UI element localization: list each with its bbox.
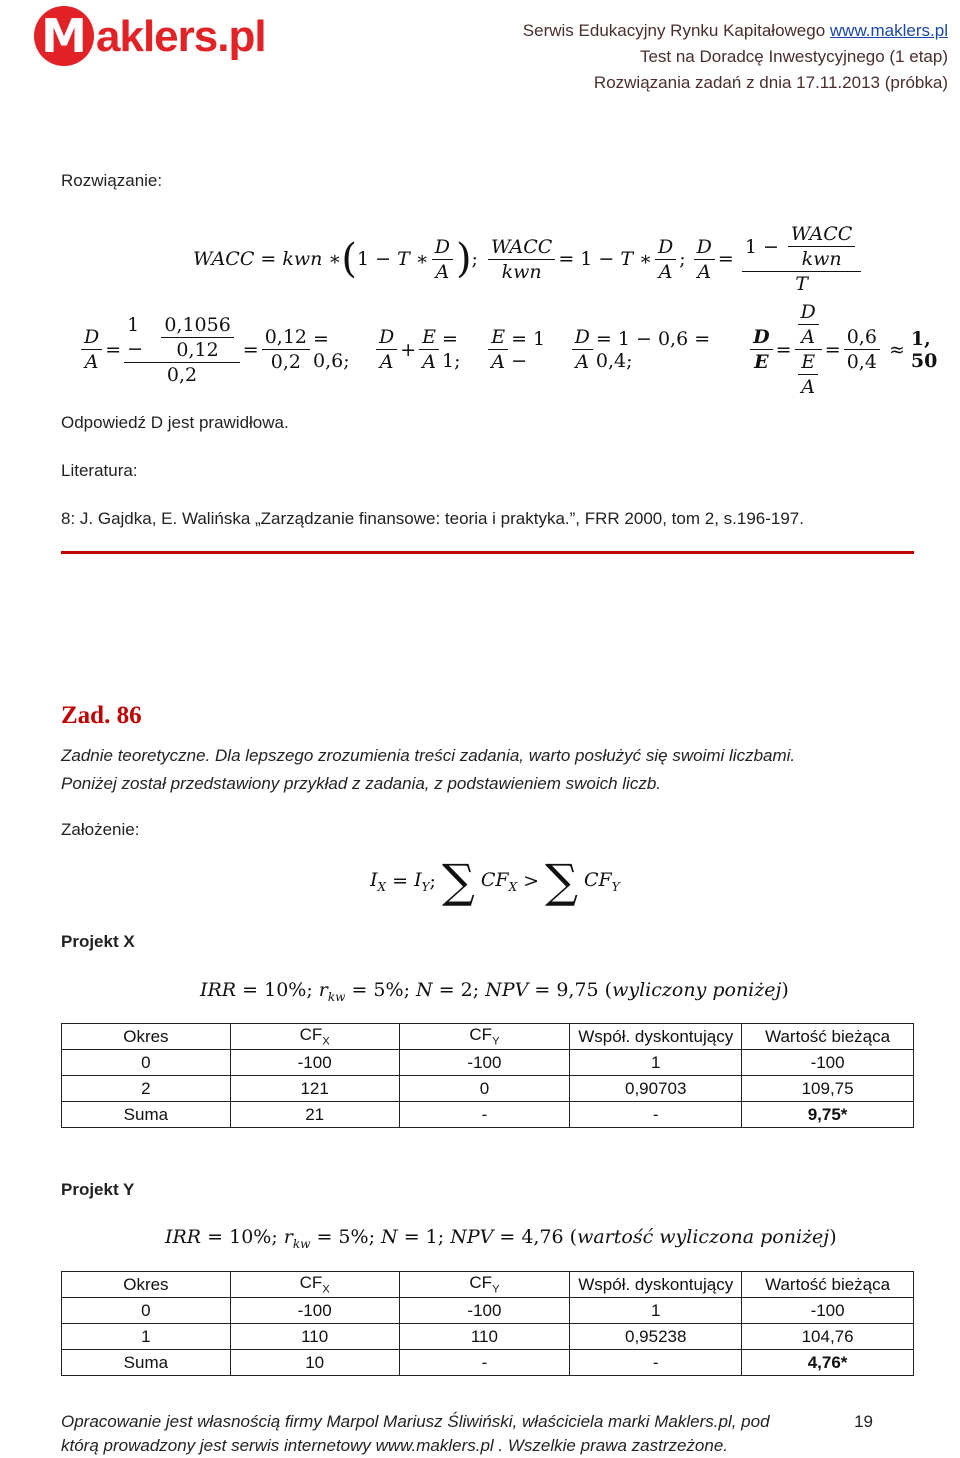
assumption-formula: $I_X$ = $I_Y$ ; ∑ $CF_X$ > ∑ $CF_Y$ [370,854,620,908]
table-cell: 0 [399,1076,570,1102]
table-row [62,1076,914,1102]
document-header [523,18,948,96]
wacc-formula: WACC = kwn ∗ ( 1 − T ∗ $\frac{D}{A}$ ) ; $\frac{\text{WACC}}{\text{kwn}}$ = 1 − T ∗ $\frac{D}{A}$ ; $\frac{D}{A}$ = 1 − $\frac{\text{WACC}}{\text{kwn}}$ T [193,222,864,296]
table-cell: 21 [230,1102,399,1128]
table-cell: -100 [230,1050,399,1076]
col-header-cfy: $CF_Y$ [399,1272,570,1298]
table-cell: -100 [742,1298,914,1324]
project-y-formula: IRR = 10%; $r_{kw} = 5\%$; N = 1; NPV = 4,76 (wartość wyliczona poniżej) [165,1226,837,1251]
table-header-row [62,1272,914,1298]
page-number: 19 [854,1412,873,1431]
assumption-label: Założenie: [61,820,140,839]
col-header-discount: Współ. dyskontujący [570,1024,742,1050]
solution-label: Rozwiązanie: [61,171,163,190]
table-row-sum [62,1350,914,1376]
table-cell: 2 [62,1076,231,1102]
table-cell: - [570,1350,742,1376]
table-cell: Suma [62,1350,231,1376]
table-row [62,1298,914,1324]
logo-icon [34,6,94,66]
literature-label: Literatura: [61,461,138,480]
table-cell: 1 [62,1324,231,1350]
table-header-row [62,1024,914,1050]
npv-total-cell: 4,76* [742,1350,914,1376]
debt-equity-formula: $\frac{D}{A}$ = 1 − $\frac{0,1056}{0,12}$ 0,2 = $\frac{0,12}{0,2}$ = 0,6; $\frac{D}{A}$ + $\frac{E}{A}$ = 1; $\frac{E}{A}$ = 1 − $\frac{D}{A}$ = 1 − 0,6 = 0,4; $\frac{D}{E}$ = $\frac{\frac{D}{A}}{\frac{E}{A}}$ = $\frac{0,6}{0,4}$ ≈ 1, 50 [78,300,960,399]
table-cell: 109,75 [742,1076,914,1102]
col-header-okres: Okres [62,1272,231,1298]
npv-total-cell: 9,75* [742,1102,914,1128]
header-line-3: Rozwiązania zadań z dnia 17.11.2013 (próbka) [593,73,948,92]
project-y-table [61,1271,914,1376]
table-cell: 0,90703 [570,1076,742,1102]
table-cell: -100 [399,1050,570,1076]
col-header-discount: Współ. dyskontujący [570,1272,742,1298]
table-cell: 1 [570,1298,742,1324]
logo-text: aklers.pl [96,12,266,61]
project-x-table [61,1023,914,1128]
task-intro: Zadnie teoretyczne. Dla lepszego zrozumienia treści zadania, warto posłużyć się swoimi liczbami. Poniżej został przedstawiony przykład z zadania, z podstawieniem swoich liczb. [61,746,796,793]
answer-text: Odpowiedź D jest prawidłowa. [61,413,289,432]
col-header-cfx: $CF_X$ [230,1024,399,1050]
project-x-formula: IRR = 10%; $r_{kw} = 5\%$; N = 2; NPV = 9,75 (wyliczony poniżej) [200,979,789,1004]
table-cell: 10 [230,1350,399,1376]
table-cell: - [399,1350,570,1376]
table-cell: 0 [62,1298,231,1324]
col-header-cfx: $CF_X$ [230,1272,399,1298]
col-header-present-value: Wartość bieżąca [742,1272,914,1298]
header-line-1: Serwis Edukacyjny Rynku Kapitałowego www.maklers.pl [522,21,948,40]
site-link[interactable]: www.maklers.pl [829,21,948,40]
task-title: Zad. 86 [61,702,142,729]
table-cell: 121 [230,1076,399,1102]
table-row [62,1324,914,1350]
project-x-label: Projekt X [61,932,135,951]
table-cell: - [570,1102,742,1128]
table-cell: Suma [62,1102,231,1128]
footer-note: Opracowanie jest własnością firmy Marpol Mariusz Śliwiński, właściciela marki Maklers.pl, pod którą prowadzony jest serwis internetowy www.maklers.pl . Wszelkie prawa zastrzeżone. [61,1412,770,1455]
table-cell: 110 [230,1324,399,1350]
section-divider [61,551,914,554]
table-cell: 0 [62,1050,231,1076]
table-cell: -100 [399,1298,570,1324]
col-header-cfy: $CF_Y$ [399,1024,570,1050]
table-cell: - [399,1102,570,1128]
table-cell: 104,76 [742,1324,914,1350]
table-cell: 1 [570,1050,742,1076]
table-cell: 0,95238 [570,1324,742,1350]
literature-reference: 8: J. Gajdka, E. Walińska „Zarządzanie finansowe: teoria i praktyka.”, FRR 2000, tom 2, s.196-197. [61,509,804,528]
table-cell: -100 [742,1050,914,1076]
logo-letter: M [41,9,87,63]
col-header-okres: Okres [62,1024,231,1050]
table-cell: 110 [399,1324,570,1350]
col-header-present-value: Wartość bieżąca [742,1024,914,1050]
table-row [62,1050,914,1076]
table-row-sum [62,1102,914,1128]
header-line-2: Test na Doradcę Inwestycyjnego (1 etap) [639,47,948,66]
project-y-label: Projekt Y [61,1180,135,1199]
table-cell: -100 [230,1298,399,1324]
